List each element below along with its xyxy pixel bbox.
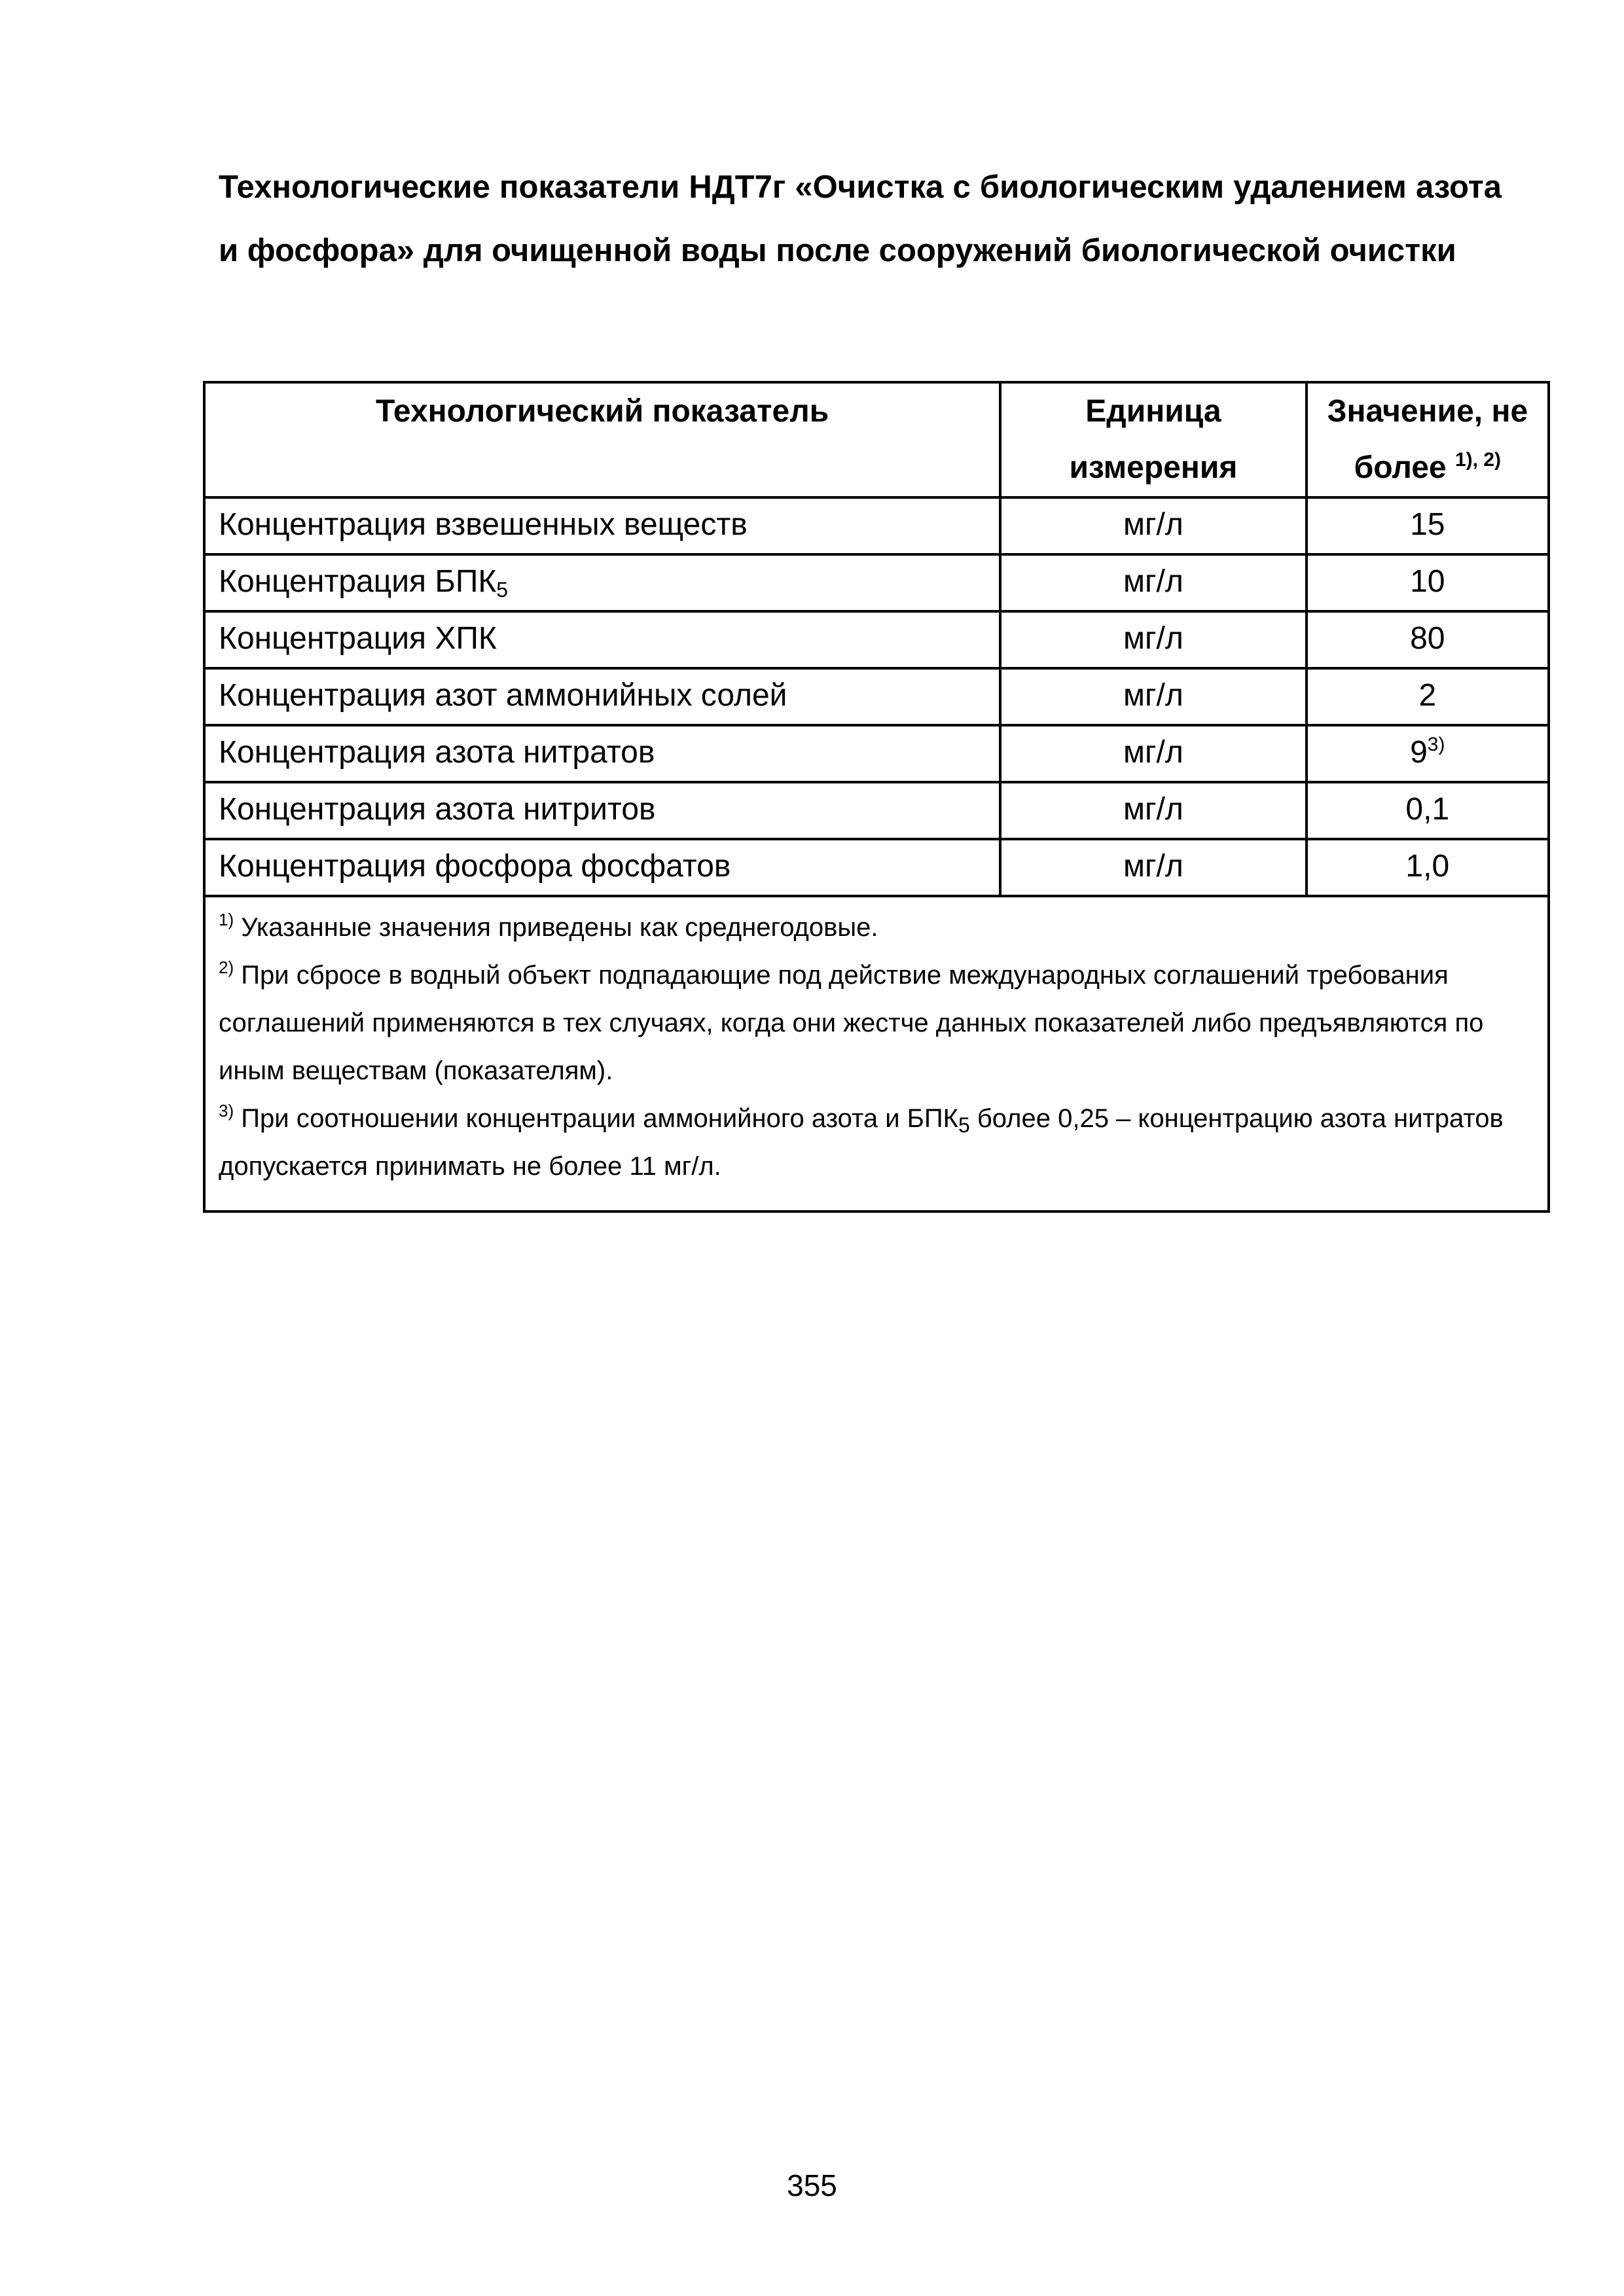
table-row	[204, 839, 1549, 896]
cell-value	[1307, 497, 1549, 554]
footnote-mark: 3)	[219, 1101, 234, 1121]
header-unit: Единица измерения	[1000, 382, 1306, 497]
header-value	[1307, 382, 1549, 497]
indicator-text: Концентрация азота нитритов	[219, 792, 656, 827]
cell-indicator	[204, 668, 1000, 725]
footnotes-row	[204, 896, 1549, 1211]
value-text: 80	[1410, 621, 1445, 656]
cell-value	[1307, 725, 1549, 782]
footnote-text: Указанные значения приведены как среднегодовые.	[234, 913, 878, 942]
table-title: Технологические показатели НДТ7г «Очистка с биологическим удалением азота и фосфора» для очищенной воды после сооружений биологической очистки	[219, 170, 1502, 268]
page-number: 355	[787, 2168, 837, 2202]
indicator-text: Концентрация взвешенных веществ	[219, 507, 748, 542]
cell-indicator	[204, 839, 1000, 896]
value-text: 0,1	[1405, 792, 1450, 827]
cell-indicator	[204, 782, 1000, 839]
value-text: 9	[1410, 735, 1428, 770]
header-indicator: Технологический показатель	[204, 382, 1000, 497]
cell-value	[1307, 782, 1549, 839]
technological-indicators-table	[203, 381, 1550, 1213]
footnote-mark: 1)	[219, 910, 234, 929]
footnote-text: более 0,25 – концентрацию азота нитратов допускается принимать не более 11 мг/л.	[219, 1104, 1504, 1181]
indicator-text: Концентрация БПК	[219, 564, 497, 599]
cell-unit: мг/л	[1000, 782, 1306, 839]
cell-value	[1307, 554, 1549, 611]
footnote-text: При соотношении концентрации аммонийного азота и БПК	[234, 1104, 958, 1133]
table-row	[204, 668, 1549, 725]
footnote-text: При сбросе в водный объект подпадающие под действие международных соглашений требования соглашений применяются в тех случаях, когда они жестче данных показателей либо предъявляются по иным веществам (показателям).	[219, 961, 1484, 1085]
header-value-text: Значение, не более	[1327, 394, 1528, 485]
footnote-1	[219, 904, 1534, 952]
footnote-subscript: 5	[958, 1113, 970, 1137]
footnote-2	[219, 952, 1534, 1095]
footnotes	[204, 896, 1549, 1211]
footnote-3	[219, 1095, 1534, 1191]
indicator-text: Концентрация азота нитратов	[219, 735, 655, 770]
cell-indicator	[204, 497, 1000, 554]
table-row	[204, 497, 1549, 554]
value-text: 2	[1418, 678, 1437, 713]
table-row	[204, 725, 1549, 782]
cell-value	[1307, 839, 1549, 896]
cell-unit: мг/л	[1000, 839, 1306, 896]
cell-value	[1307, 668, 1549, 725]
indicator-text: Концентрация азот аммонийных солей	[219, 678, 787, 713]
table-row	[204, 554, 1549, 611]
cell-unit: мг/л	[1000, 725, 1306, 782]
footnote-mark: 2)	[219, 958, 234, 977]
header-value-footnote: 1), 2)	[1454, 449, 1501, 471]
cell-unit: мг/л	[1000, 668, 1306, 725]
indicator-text: Концентрация фосфора фосфатов	[219, 849, 731, 884]
indicator-text: Концентрация ХПК	[219, 621, 497, 656]
cell-unit: мг/л	[1000, 611, 1306, 668]
indicator-subscript: 5	[496, 578, 509, 601]
value-text: 1,0	[1405, 849, 1450, 884]
table-row	[204, 611, 1549, 668]
cell-indicator	[204, 611, 1000, 668]
cell-indicator	[204, 554, 1000, 611]
cell-unit: мг/л	[1000, 497, 1306, 554]
value-text: 10	[1410, 564, 1445, 599]
cell-value	[1307, 611, 1549, 668]
table-header-row	[204, 382, 1549, 497]
value-text: 15	[1410, 507, 1445, 542]
table-row	[204, 782, 1549, 839]
cell-indicator	[204, 725, 1000, 782]
cell-unit: мг/л	[1000, 554, 1306, 611]
value-footnote: 3)	[1427, 734, 1445, 755]
